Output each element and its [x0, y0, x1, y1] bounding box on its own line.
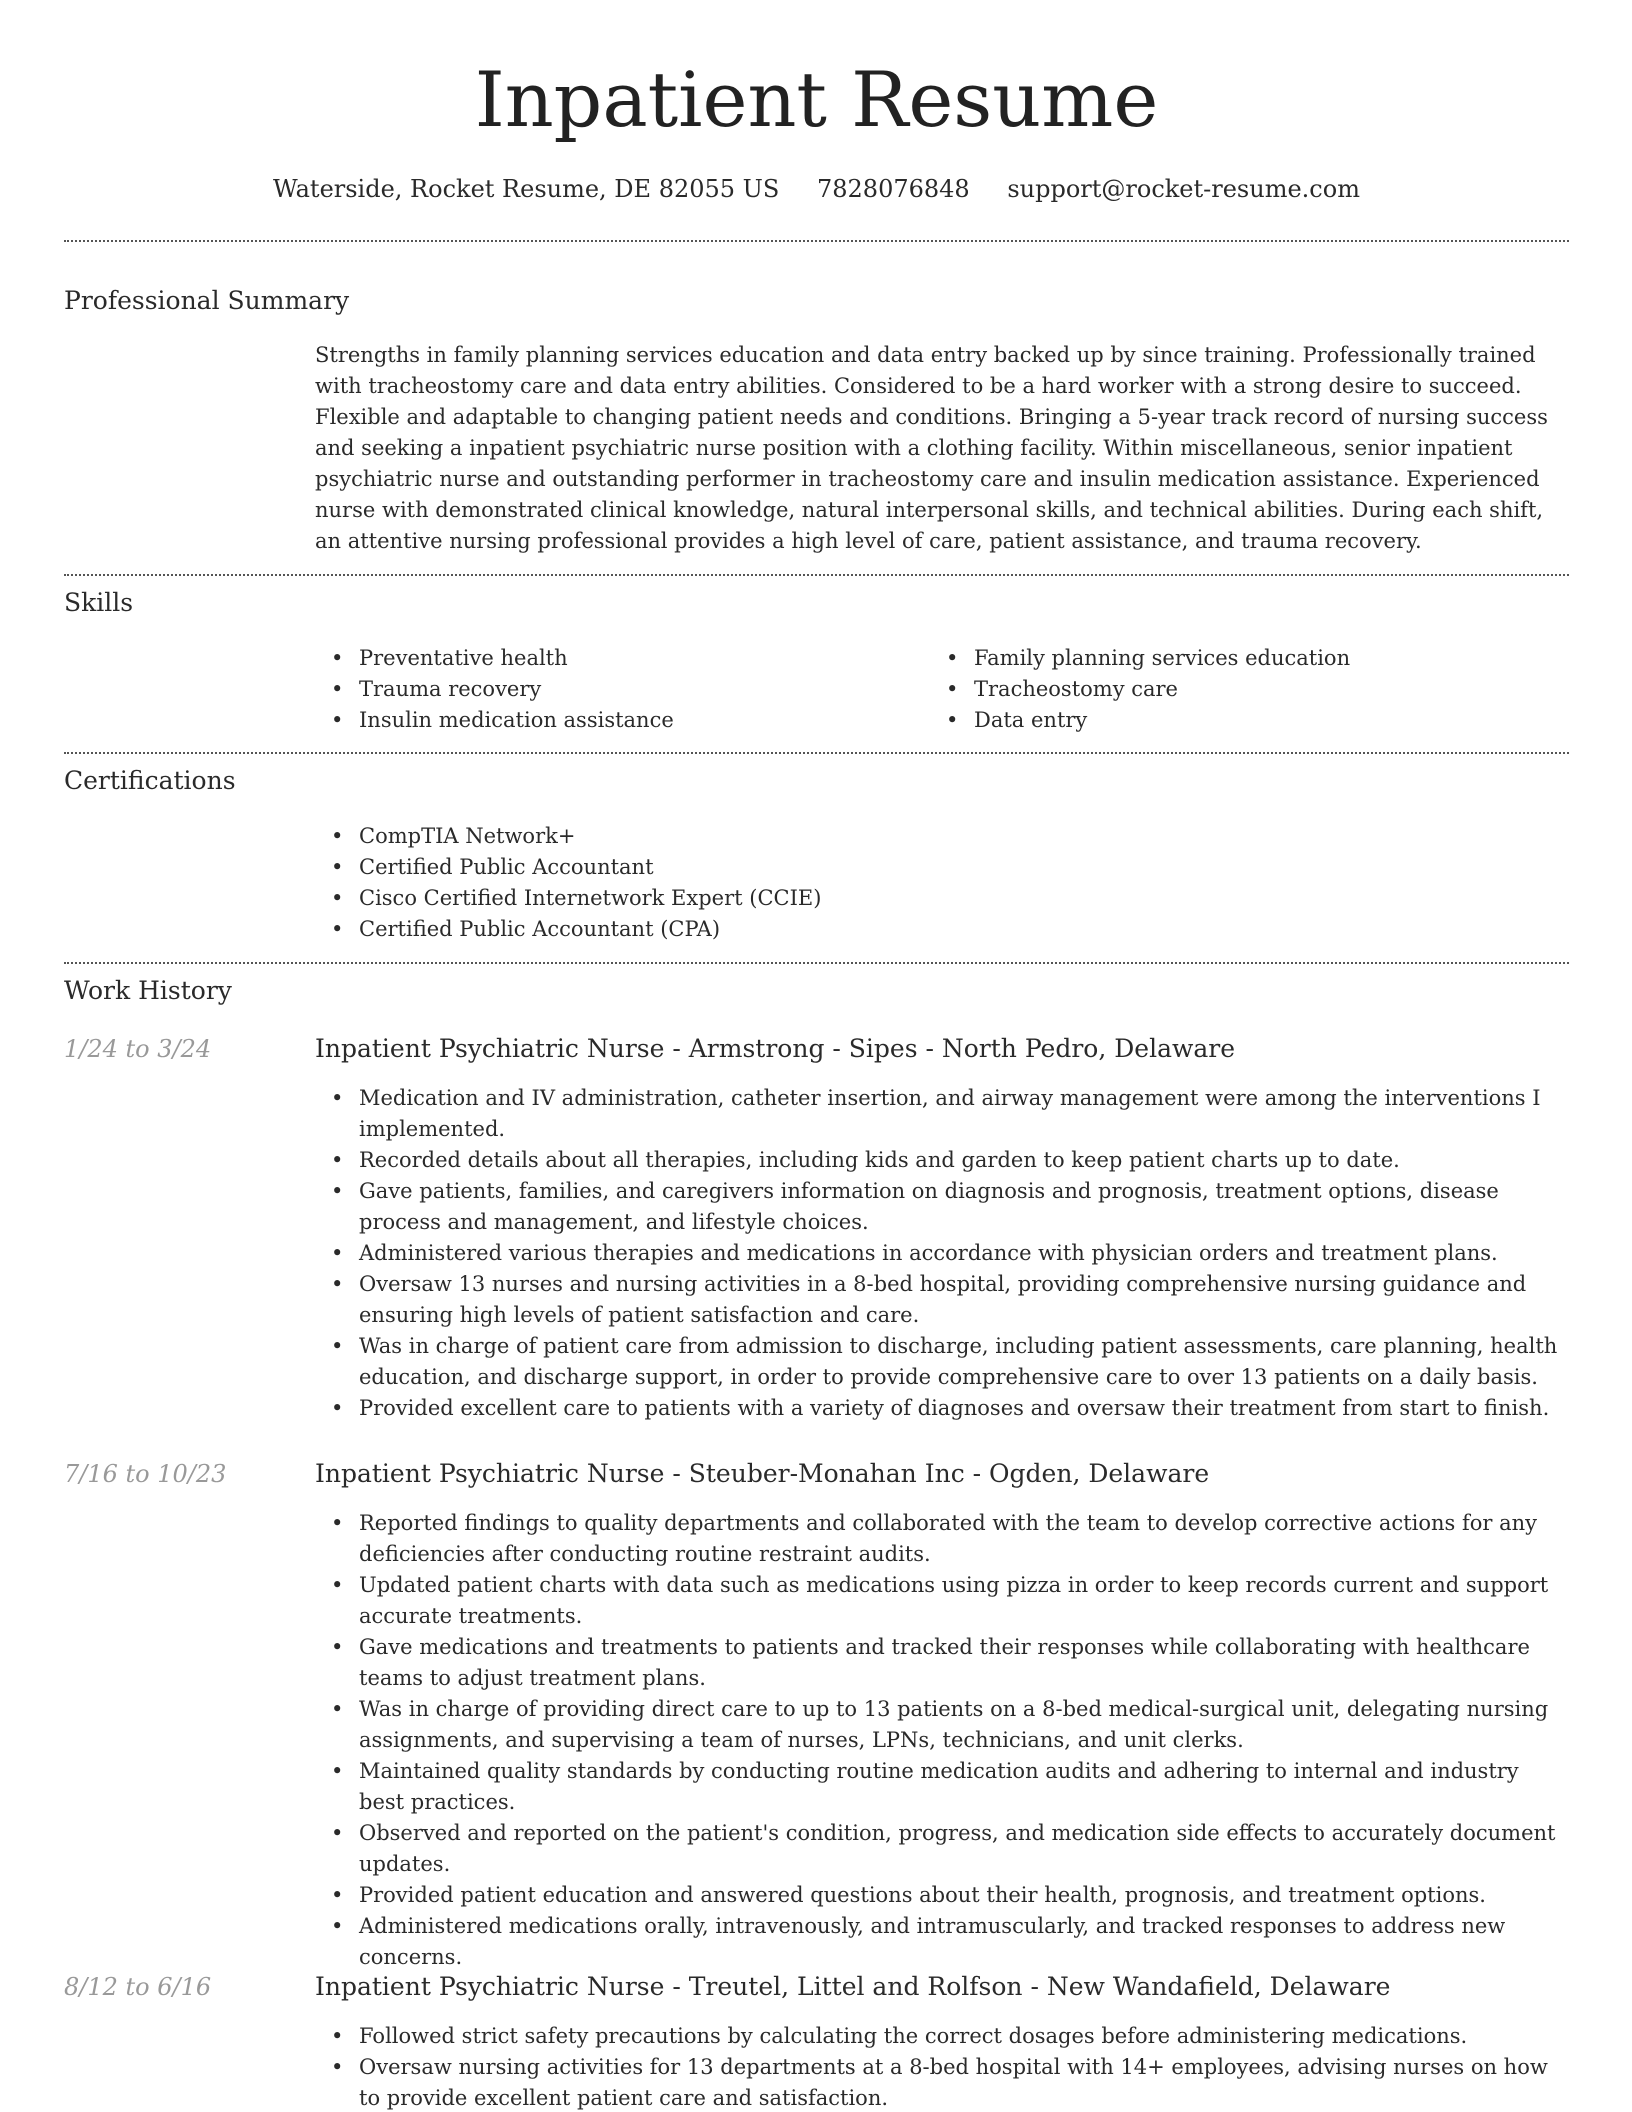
section-title-work-history: Work History [64, 976, 232, 1005]
divider [64, 240, 1569, 242]
contact-address: Waterside, Rocket Resume, DE 82055 US [273, 175, 780, 203]
skills-list-left [315, 643, 915, 736]
job-bullet: • Provided patient education and answered questions about their health, prognosis, and treatment options. [315, 1880, 1569, 1911]
summary-text: Strengths in family planning services education and data entry backed up by since training. Professionally trained with tracheostomy care and data entry abilities. Considered to be a hard worker with a strong desire to succeed. Flexible and adaptable to changing patient needs and conditions. Bringing a 5-year track record of nursing success and seeking a inpatient psychiatric nurse position with a clothing facility. Within miscellaneous, senior inpatient psychiatric nurse and outstanding performer in tracheostomy care and insulin medication assistance. Experienced nurse with demonstrated clinical knowledge, natural interpersonal skills, and technical abilities. During each shift, an attentive nursing professional provides a high level of care, patient assistance, and trauma recovery. [315, 343, 1548, 553]
section-title-certifications: Certifications [64, 766, 236, 795]
skills-list-right [930, 643, 1570, 736]
skill-item: • Insulin medication assistance [315, 705, 915, 736]
certification-item: • CompTIA Network+ [315, 821, 1569, 852]
skill-item: • Family planning services education [930, 643, 1570, 674]
job-title: Inpatient Psychiatric Nurse - Treutel, Littel and Rolfson - New Wandafield, Delaware [315, 1972, 1391, 2001]
job-bullet: • Oversaw nursing activities for 13 departments at a 8-bed hospital with 14+ employees, advising nurses on how to provide excellent patient care and satisfaction. [315, 2052, 1569, 2112]
divider [64, 962, 1569, 964]
job-bullet: • Was in charge of patient care from admission to discharge, including patient assessments, care planning, health education, and discharge support, in order to provide comprehensive care to over 13 patients on a daily basis. [315, 1331, 1569, 1393]
contact-email: support@rocket-resume.com [1007, 175, 1360, 203]
job-bullet: • Gave medications and treatments to patients and tracked their responses while collaborating with healthcare teams to adjust treatment plans. [315, 1632, 1569, 1694]
job-bullets [315, 1083, 1569, 1424]
section-title-skills: Skills [64, 588, 134, 617]
job-bullet: • Provided excellent care to patients with a variety of diagnoses and oversaw their treatment from start to finish. [315, 1393, 1569, 1424]
certification-item: • Certified Public Accountant [315, 852, 1569, 883]
job-bullet: • Oversaw 13 nurses and nursing activities in a 8-bed hospital, providing comprehensive nursing guidance and ensuring high levels of patient satisfaction and care. [315, 1269, 1569, 1331]
job-bullets [315, 2021, 1569, 2112]
job-bullet: • Was in charge of providing direct care to up to 13 patients on a 8-bed medical-surgical unit, delegating nursing assignments, and supervising a team of nurses, LPNs, technicians, and unit clerks. [315, 1694, 1569, 1756]
contact-line [64, 172, 1569, 206]
divider [64, 752, 1569, 754]
certification-item: • Certified Public Accountant (CPA) [315, 914, 1569, 945]
skill-item: • Trauma recovery [315, 674, 915, 705]
divider [64, 574, 1569, 576]
job-dates: 8/12 to 6/16 [64, 1973, 212, 2001]
job-bullet: • Recorded details about all therapies, including kids and garden to keep patient charts up to date. [315, 1145, 1569, 1176]
job-bullet: • Reported findings to quality departments and collaborated with the team to develop corrective actions for any deficiencies after conducting routine restraint audits. [315, 1508, 1569, 1570]
job-dates: 7/16 to 10/23 [64, 1460, 227, 1488]
resume-page [64, 0, 1569, 2112]
contact-phone: 7828076848 [816, 175, 970, 203]
job-bullet: • Medication and IV administration, catheter insertion, and airway management were among the interventions I implemented. [315, 1083, 1569, 1145]
skill-item: • Data entry [930, 705, 1570, 736]
job-bullet: • Gave patients, families, and caregivers information on diagnosis and prognosis, treatment options, disease process and management, and lifestyle choices. [315, 1176, 1569, 1238]
job-title: Inpatient Psychiatric Nurse - Steuber-Monahan Inc - Ogden, Delaware [315, 1459, 1210, 1488]
job-bullet: • Administered various therapies and medications in accordance with physician orders and treatment plans. [315, 1238, 1569, 1269]
job-bullets [315, 1508, 1569, 1973]
resume-name: Inpatient Resume [474, 55, 1159, 144]
job-title: Inpatient Psychiatric Nurse - Armstrong - Sipes - North Pedro, Delaware [315, 1034, 1236, 1063]
skill-item: • Tracheostomy care [930, 674, 1570, 705]
job-bullet: • Administered medications orally, intravenously, and intramuscularly, and tracked responses to address new concerns. [315, 1911, 1569, 1973]
job-bullet: • Maintained quality standards by conducting routine medication audits and adhering to internal and industry best practices. [315, 1756, 1569, 1818]
job-bullet: • Observed and reported on the patient's condition, progress, and medication side effects to accurately document updates. [315, 1818, 1569, 1880]
section-title-summary: Professional Summary [64, 286, 350, 315]
certification-item: • Cisco Certified Internetwork Expert (CCIE) [315, 883, 1569, 914]
skill-item: • Preventative health [315, 643, 915, 674]
job-bullet: • Followed strict safety precautions by calculating the correct dosages before administering medications. [315, 2021, 1569, 2052]
job-bullet: • Updated patient charts with data such as medications using pizza in order to keep records current and support accurate treatments. [315, 1570, 1569, 1632]
certifications-list [315, 821, 1569, 945]
job-dates: 1/24 to 3/24 [64, 1035, 212, 1063]
